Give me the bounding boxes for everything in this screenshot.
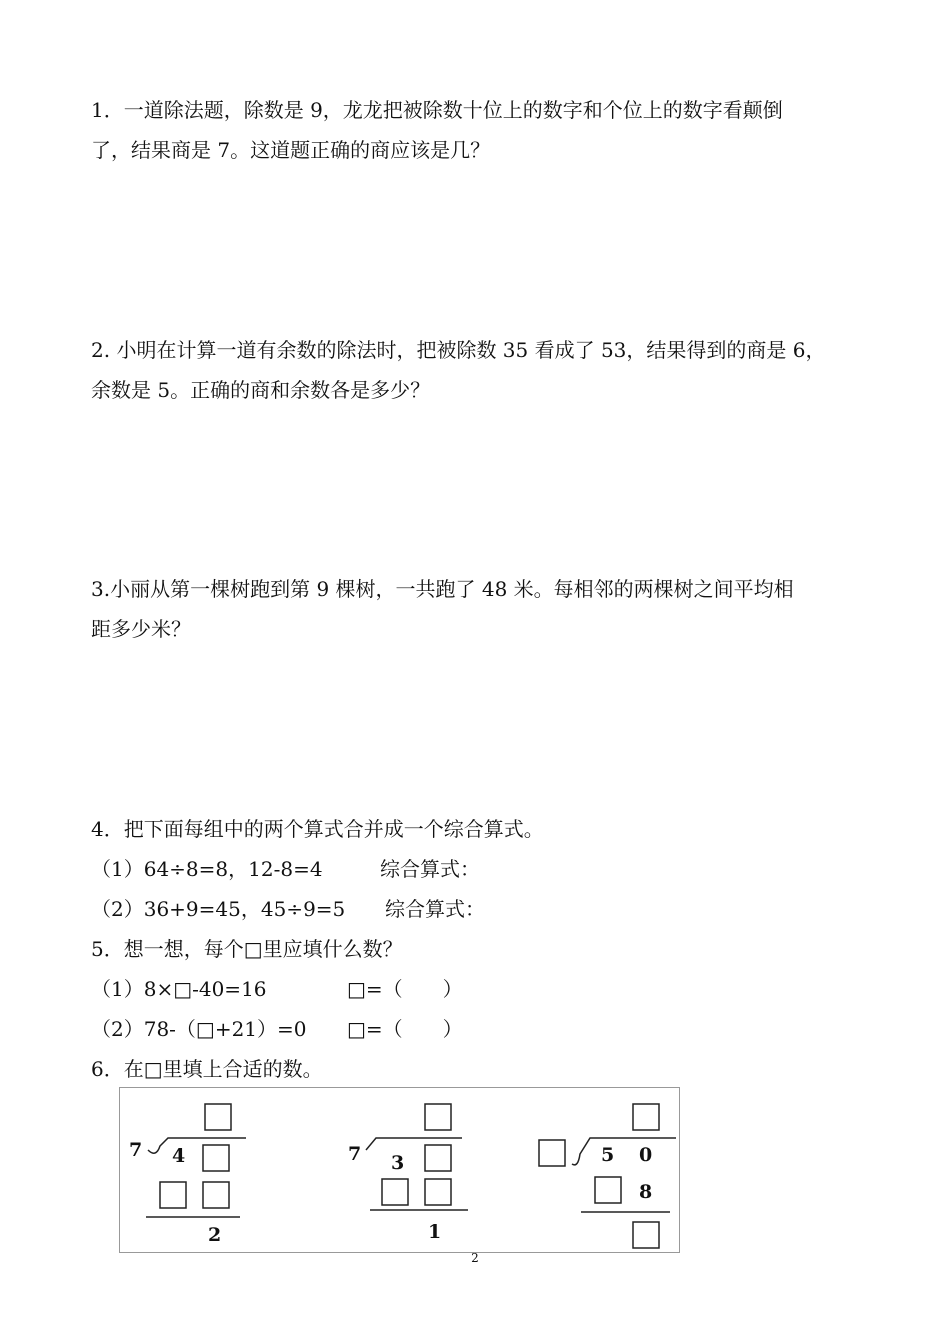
puzzle-2-quotient-box[interactable] [425,1104,451,1130]
puzzle-1-division-bracket [148,1138,246,1153]
question-2-line-2: 余数是 5。正确的商和余数各是多少？ [91,378,431,402]
puzzle-3-remainder-box[interactable] [633,1222,659,1248]
puzzle-3-dividend-tens: 5 [601,1144,615,1166]
question-3-line-2: 距多少米？ [91,617,191,641]
question-4-item-1-expr: （1）64÷8=8，12-8=4 [91,857,323,881]
puzzle-1-divisor: 7 [129,1139,143,1161]
question-1-line-1: 1．一道除法题，除数是 9，龙龙把被除数十位上的数字和个位上的数字看颠倒 [91,98,783,122]
puzzle-3-dividend-ones: 0 [639,1144,653,1166]
question-5-title: 5．想一想，每个□里应填什么数？ [91,937,403,961]
puzzle-1-remainder: 2 [208,1224,222,1246]
question-4-title: 4．把下面每组中的两个算式合并成一个综合算式。 [91,817,544,841]
question-3 [91,569,861,649]
puzzle-2-divisor: 7 [348,1143,362,1165]
puzzle-3-product-tens-box[interactable] [595,1177,621,1203]
puzzle-3-quotient-box[interactable] [633,1104,659,1130]
puzzle-3-divisor-box[interactable] [539,1140,565,1166]
puzzle-2-remainder: 1 [428,1221,442,1243]
question-4-item-2-label: 综合算式： [385,897,485,921]
question-1 [91,90,861,170]
question-5-item-2-answer: □=（ ） [347,1017,463,1041]
puzzle-1-product-ones-box[interactable] [203,1182,229,1208]
question-2-line-1: 2. 小明在计算一道有余数的除法时，把被除数 35 看成了 53，结果得到的商是 6， [91,338,826,362]
question-4-item-2-expr: （2）36+9=45，45÷9=5 [91,897,346,921]
question-1-line-2: 了，结果商是 7。这道题正确的商应该是几？ [91,138,491,162]
page-number: 2 [471,1251,479,1265]
question-5-item-2-expr: （2）78-（□+21）=0 [91,1017,307,1041]
puzzle-1-product-tens-box[interactable] [160,1182,186,1208]
division-puzzles-panel [119,1087,680,1253]
puzzle-3-division-bracket [572,1138,676,1165]
puzzle-1-dividend-ones-box[interactable] [203,1145,229,1171]
puzzle-2-product-ones-box[interactable] [425,1179,451,1205]
question-6-title: 6．在□里填上合适的数。 [91,1057,323,1081]
puzzle-3-product-ones: 8 [639,1181,653,1203]
question-3-line-1: 3.小丽从第一棵树跑到第 9 棵树，一共跑了 48 米。每相邻的两棵树之间平均相 [91,577,794,601]
puzzle-2-dividend-ones-box[interactable] [425,1145,451,1171]
puzzle-2-division-bracket [366,1138,462,1150]
puzzle-1-dividend-tens: 4 [172,1145,186,1167]
question-5-item-1-answer: □=（ ） [347,977,463,1001]
puzzle-1-quotient-box[interactable] [205,1104,231,1130]
question-2 [91,330,861,410]
puzzle-2-dividend-tens: 3 [391,1152,405,1174]
question-4-item-1-label: 综合算式： [380,857,480,881]
question-5-item-1-expr: （1）8×□-40=16 [91,977,267,1001]
puzzle-2-product-tens-box[interactable] [382,1179,408,1205]
division-puzzles-figure [120,1088,681,1254]
